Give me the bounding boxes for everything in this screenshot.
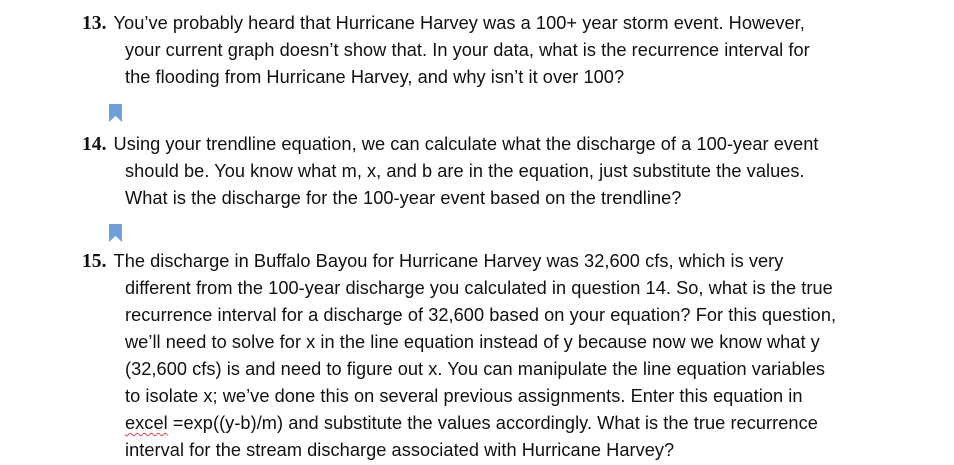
question-14-line-1 <box>82 131 818 158</box>
question-13-line-2: your current graph doesn’t show that. In your data, what is the recurrence interval for <box>125 40 810 60</box>
question-15-text-line-1: The discharge in Buffalo Bayou for Hurricane Harvey was 32,600 cfs, which is very <box>113 251 784 271</box>
question-13-number: 13. <box>82 13 107 34</box>
question-15-line-8: interval for the stream discharge associated with Hurricane Harvey? <box>125 440 675 460</box>
misspelled-word[interactable]: excel <box>125 413 168 433</box>
question-15-text-line-7: =exp((y-b)/m) and substitute the values accordingly. What is the true recurrence <box>167 413 818 433</box>
question-13-text-line-1: You’ve probably heard that Hurricane Harvey was a 100+ year storm event. However, <box>113 13 805 33</box>
question-15-line-6: to isolate x; we’ve done this on several previous assignments. Enter this equation in <box>125 386 803 406</box>
comment-bookmark-icon[interactable] <box>109 224 122 242</box>
question-14-line-3: What is the discharge for the 100-year event based on the trendline? <box>125 188 682 208</box>
question-15-line-2: different from the 100-year discharge you calculated in question 14. So, what is the true <box>125 278 833 298</box>
question-15-line-5: (32,600 cfs) is and need to figure out x. You can manipulate the line equation variables <box>125 359 826 379</box>
question-15-line-7 <box>125 410 818 437</box>
question-13-line-3: the flooding from Hurricane Harvey, and why isn’t it over 100? <box>125 67 625 87</box>
question-15-line-1 <box>82 248 783 275</box>
question-15-number: 15. <box>82 251 107 272</box>
question-15-line-4: we’ll need to solve for x in the line equation instead of y because now we know what y <box>125 332 820 352</box>
question-13-line-1 <box>82 10 805 37</box>
comment-bookmark-icon[interactable] <box>109 104 122 122</box>
question-14-text-line-1: Using your trendline equation, we can calculate what the discharge of a 100-year event <box>113 134 819 154</box>
question-14-line-2: should be. You know what m, x, and b are in the equation, just substitute the values. <box>125 161 805 181</box>
question-15-line-3: recurrence interval for a discharge of 32,600 based on your equation? For this question, <box>125 305 837 325</box>
question-14-number: 14. <box>82 134 107 155</box>
